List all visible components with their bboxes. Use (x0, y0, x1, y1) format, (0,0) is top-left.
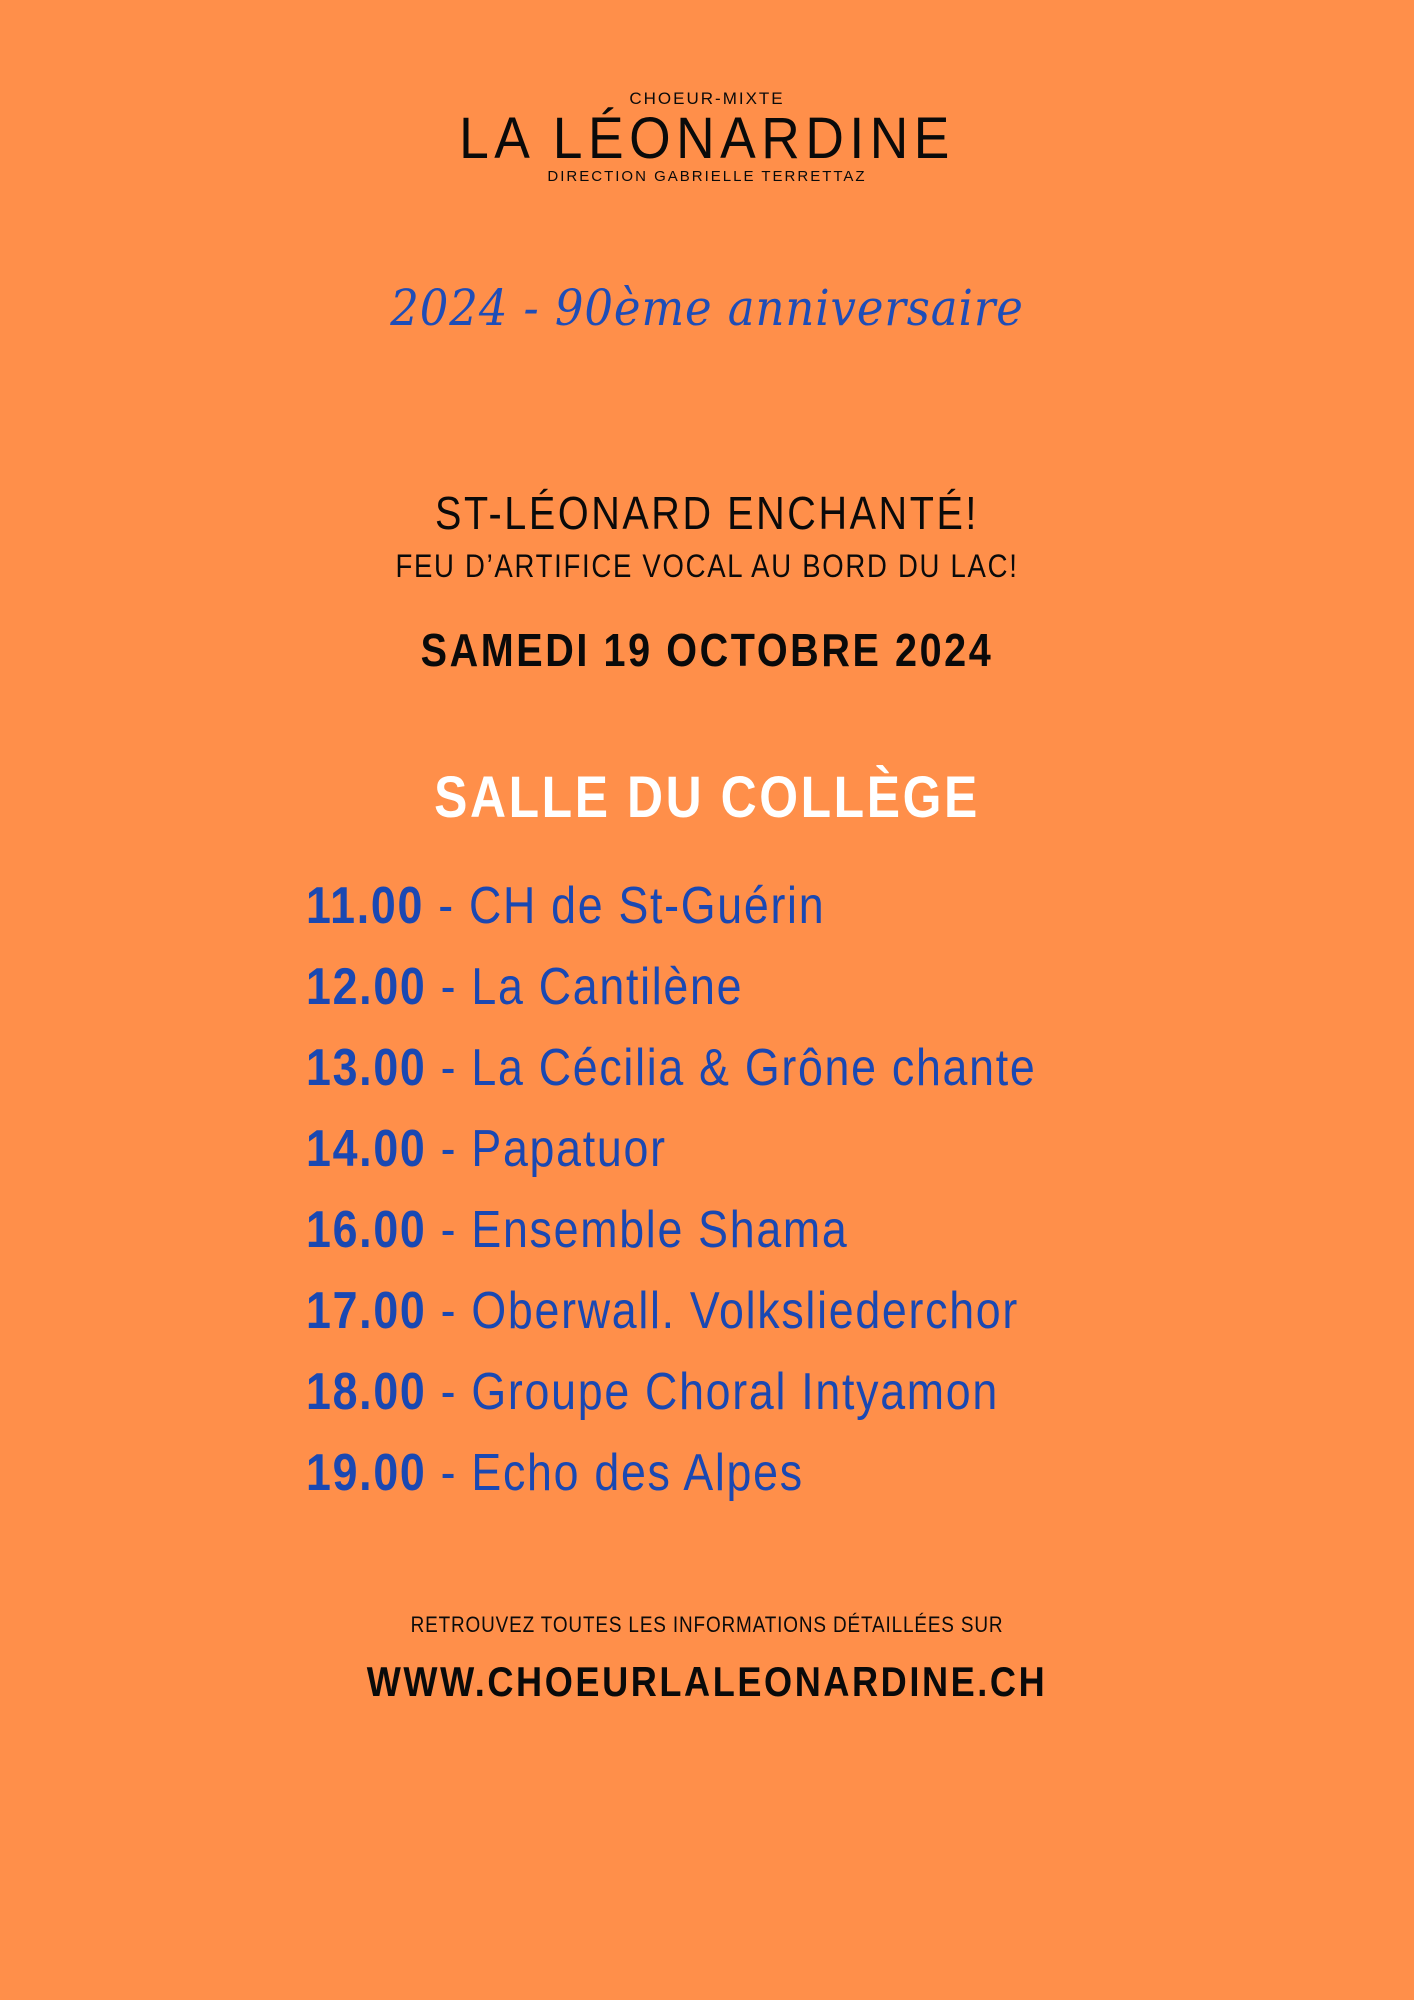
schedule-row (306, 1196, 1166, 1277)
schedule-row (306, 1439, 1166, 1520)
schedule-time: 14.00 (306, 1120, 427, 1178)
website-link[interactable]: WWW.CHOEURLALEONARDINE.CH (366, 1658, 1048, 1705)
schedule-choir: - CH de St-Guérin (424, 877, 826, 935)
schedule-row (306, 1115, 1166, 1196)
schedule-row (306, 953, 1166, 1034)
schedule-choir: - Papatuor (426, 1120, 667, 1178)
schedule-row (306, 872, 1166, 953)
schedule-time: 18.00 (306, 1363, 427, 1421)
schedule-time: 13.00 (306, 1039, 427, 1097)
schedule-time: 19.00 (306, 1444, 427, 1502)
schedule-choir: - Groupe Choral Intyamon (426, 1363, 999, 1421)
schedule-choir: - Echo des Alpes (426, 1444, 804, 1502)
choir-name: LA LÉONARDINE (459, 106, 955, 171)
schedule-time: 17.00 (306, 1282, 427, 1340)
schedule-time: 11.00 (306, 877, 425, 935)
event-title: ST-LÉONARD ENCHANTÉ! (435, 487, 979, 539)
anniversary-tagline: 2024 - 90ème anniversaire (390, 279, 1024, 337)
venue-title: SALLE DU COLLÈGE (434, 765, 980, 830)
info-line: RETROUVEZ TOUTES LES INFORMATIONS DÉTAILLÉES SUR (410, 1612, 1004, 1637)
schedule-list (306, 872, 1306, 1520)
event-date: SAMEDI 19 OCTOBRE 2024 (420, 624, 994, 676)
schedule-choir: - Ensemble Shama (426, 1201, 849, 1259)
schedule-row (306, 1277, 1166, 1358)
schedule-row (306, 1358, 1166, 1439)
schedule-choir: - La Cécilia & Grône chante (426, 1039, 1037, 1097)
schedule-choir: - La Cantilène (426, 958, 744, 1016)
direction-line: DIRECTION GABRIELLE TERRETTAZ (547, 168, 867, 185)
schedule-time: 12.00 (306, 958, 427, 1016)
schedule-time: 16.00 (306, 1201, 427, 1259)
choeur-mixte-label: CHOEUR-MIXTE (629, 89, 785, 108)
event-subtitle: FEU D’ARTIFICE VOCAL AU BORD DU LAC! (395, 548, 1019, 584)
schedule-choir: - Oberwall. Volksliederchor (426, 1282, 1019, 1340)
schedule-row (306, 1034, 1166, 1115)
